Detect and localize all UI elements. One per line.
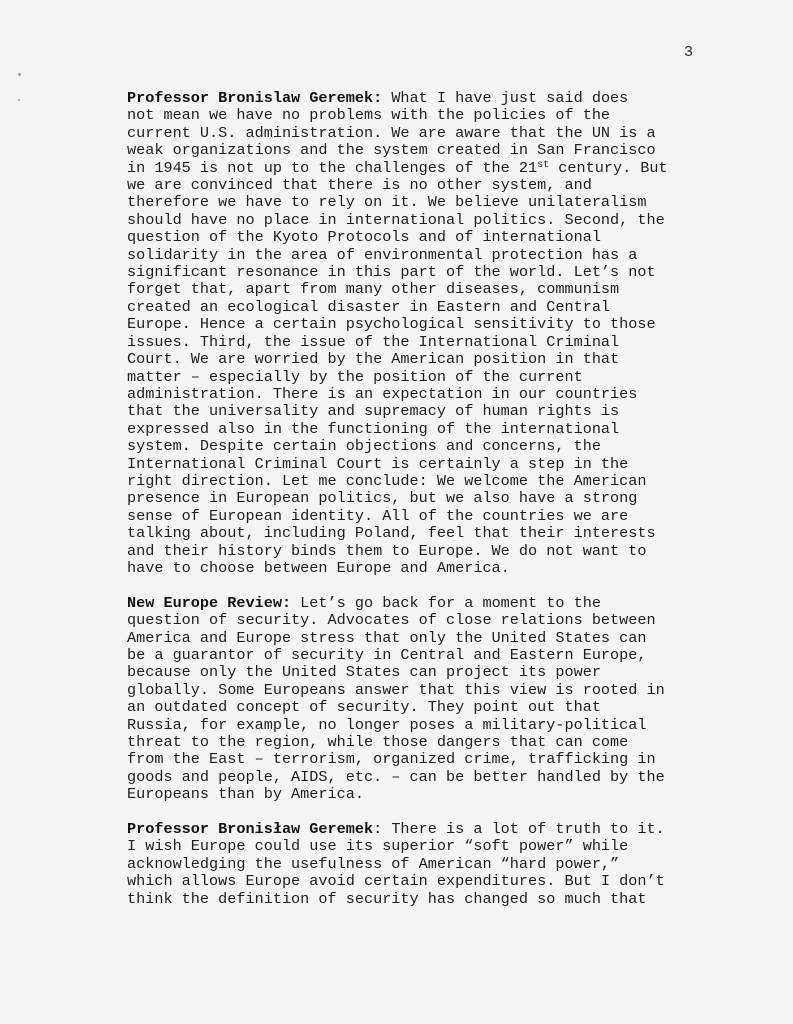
ordinal-superscript: st xyxy=(537,159,550,171)
paragraph-geremek-2 xyxy=(127,821,707,908)
document-body xyxy=(127,90,707,925)
speaker-label: Professor Bronisław Geremek xyxy=(127,820,374,839)
speaker-colon: : xyxy=(373,820,383,839)
paragraph-text: What I have just said does not mean we have no problems with the policies of the current U.S. administration. We are aware that the UN is a weak organizations and the system created in San Francisco in 1945 is not up to the challenges of the 21 xyxy=(127,89,656,177)
speaker-label: Professor Bronislaw Geremek: xyxy=(127,89,383,107)
speaker-label: New Europe Review: xyxy=(127,593,292,612)
paragraph-text: There is a lot of truth to it. I wish Europe could use its superior “soft power” while acknowledging the usefulness of American “hard power,” which allows Europe avoid certain expenditures. But I don’t think the definition of security has changed so much that xyxy=(127,820,665,908)
paragraph-text: Let’s go back for a moment to the question of security. Advocates of close relations between America and Europe stress that only the United States can be a guarantor of security in Central and Eastern Europe, because only the United States can project its power globally. Some Europeans answer that this view is rooted in an outdated concept of security. They point out that Russia, for example, no longer poses a military-political threat to the region, while those dangers that can come from the East – terrorism, organized crime, trafficking in goods and people, AIDS, etc. – can be better handled by the Europeans than by America. xyxy=(127,593,665,804)
scan-speck xyxy=(18,73,21,76)
scan-speck xyxy=(18,99,20,101)
paragraph-text: century. But we are convinced that there is no other system, and therefore we have to rely on it. We believe unilateralism should have no place in international politics. Second, the question of the Kyoto Protocols and of international solidarity in the area of environmental protection has a significant resonance in this part of the world. Let’s not forget that, apart from many other diseases, communism created an ecological disaster in Eastern and Central Europe. Hence a certain psychological sensitivity to those issues. Third, the issue of the International Criminal Court. We are worried by the American position in that matter – especially by the position of the current administration. There is an expectation in our countries that the universality and supremacy of human rights is expressed also in the functioning of the international system. Despite certain objections and concerns, the International Criminal Court is certainly a step in the right direction. Let me conclude: We welcome the American presence in European politics, but we also have a strong sense of European identity. All of the countries we are talking about, including Poland, feel that their interests and their history binds them to Europe. We do not want to have to choose between Europe and America. xyxy=(127,158,668,577)
paragraph-geremek-1 xyxy=(127,90,707,577)
page-number: 3 xyxy=(684,44,694,61)
paragraph-new-europe-review xyxy=(127,595,707,804)
